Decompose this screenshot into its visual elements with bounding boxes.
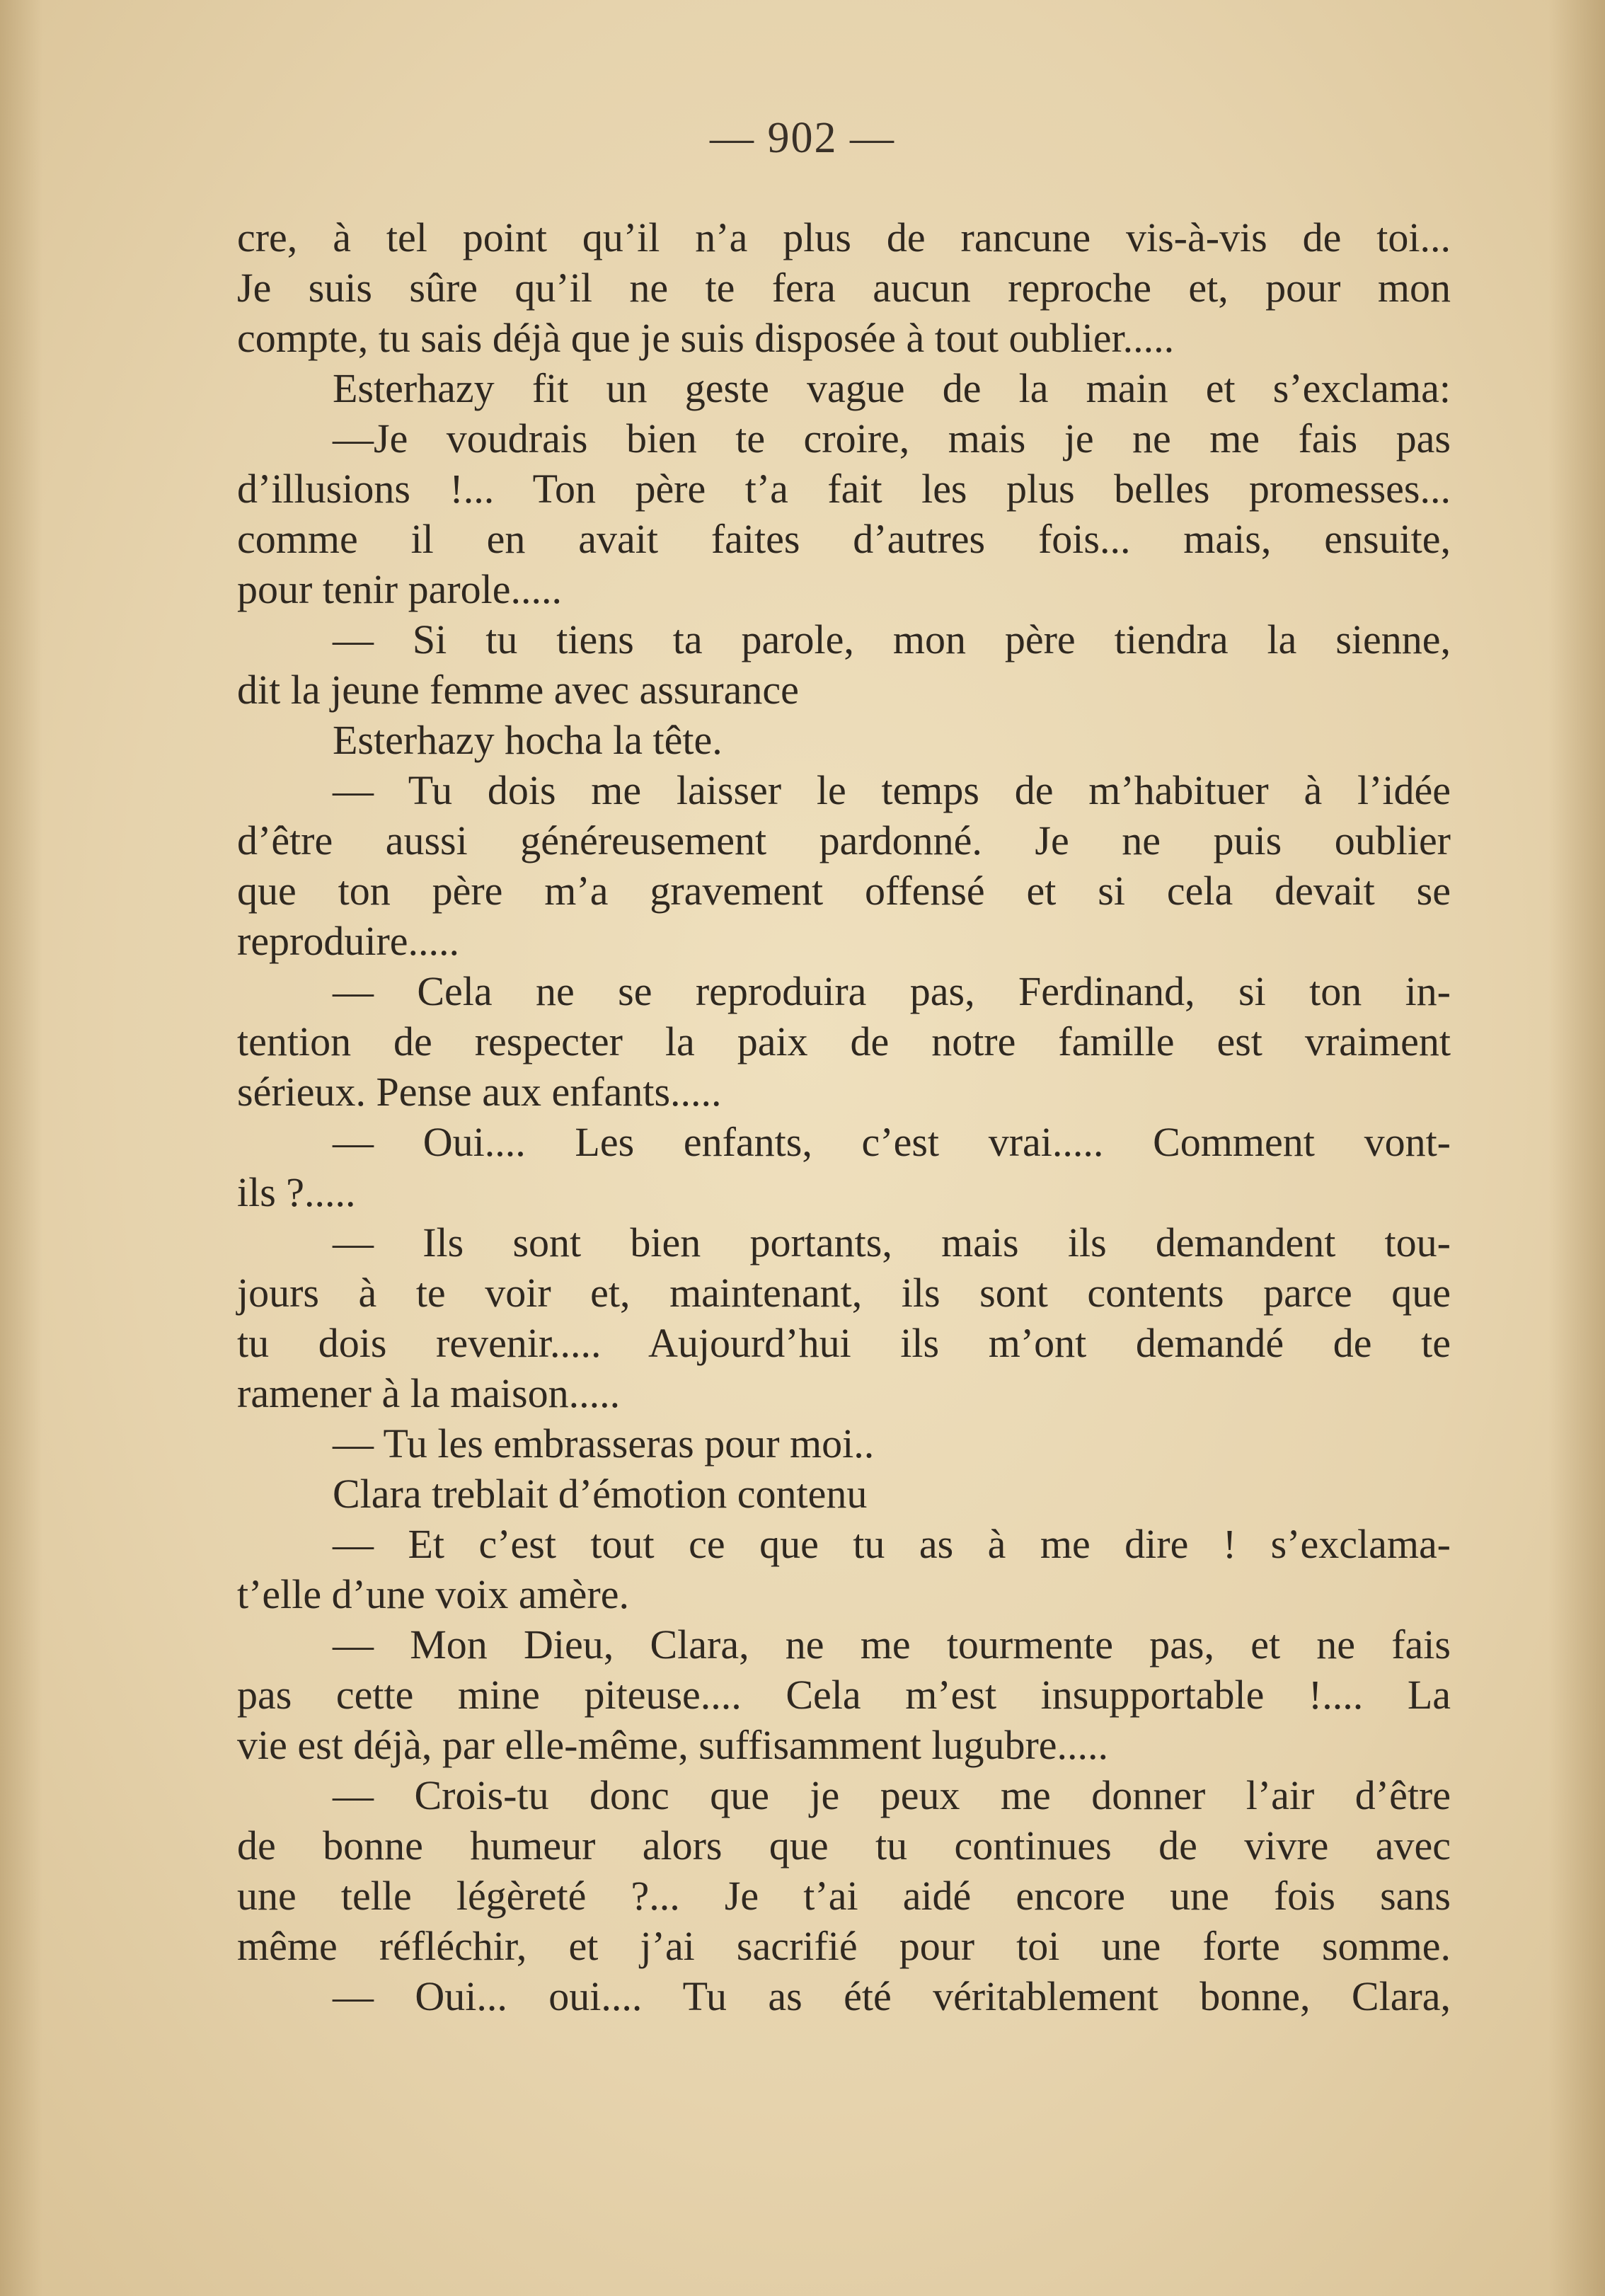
text-line: une telle légèreté ?... Je t’ai aidé encore une fois sans xyxy=(237,1873,1451,1919)
text-line: Clara treblait d’émotion contenu xyxy=(333,1471,868,1517)
page-number: — 902 — xyxy=(710,114,895,162)
text-line: — Oui.... Les enfants, c’est vrai..... Comment vont- xyxy=(333,1119,1451,1165)
text-line: pour tenir parole..... xyxy=(237,566,563,612)
text-line: comme il en avait faites d’autres fois... mais, ensuite, xyxy=(237,516,1451,562)
text-line: — Tu les embrasseras pour moi.. xyxy=(333,1420,875,1466)
text-line: Esterhazy fit un geste vague de la main et s’exclama: xyxy=(333,365,1451,411)
text-line: tu dois revenir..... Aujourd’hui ils m’ont demandé de te xyxy=(237,1320,1451,1366)
text-line: ramener à la maison..... xyxy=(237,1370,621,1416)
text-body xyxy=(237,212,1451,2021)
text-line: cre, à tel point qu’il n’a plus de rancune vis-à-vis de toi... xyxy=(237,214,1451,260)
text-line: — Et c’est tout ce que tu as à me dire ! s’exclama- xyxy=(333,1521,1451,1567)
text-line: — Tu dois me laisser le temps de m’habituer à l’idée xyxy=(333,767,1451,813)
text-line: tention de respecter la paix de notre famille est vraiment xyxy=(237,1018,1451,1064)
page-edge-shadow-left xyxy=(0,0,42,2296)
text-line: d’illusions !... Ton père t’a fait les plus belles promesses... xyxy=(237,466,1451,512)
page-edge-shadow-right xyxy=(1548,0,1605,2296)
text-line: dit la jeune femme avec assurance xyxy=(237,667,799,713)
text-line: — Oui... oui.... Tu as été véritablement bonne, Clara, xyxy=(333,1973,1451,2019)
text-line: jours à te voir et, maintenant, ils sont contents parce que xyxy=(237,1270,1451,1316)
text-line: pas cette mine piteuse.... Cela m’est insupportable !.... La xyxy=(237,1672,1451,1718)
text-line: — Crois-tu donc que je peux me donner l’air d’être xyxy=(333,1772,1451,1818)
text-line: t’elle d’une voix amère. xyxy=(237,1571,629,1617)
text-line: — Ils sont bien portants, mais ils demandent tou- xyxy=(333,1219,1451,1265)
text-line: de bonne humeur alors que tu continues de vivre avec xyxy=(237,1823,1451,1869)
text-line: — Si tu tiens ta parole, mon père tiendra la sienne, xyxy=(333,616,1451,662)
text-line: —Je voudrais bien te croire, mais je ne me fais pas xyxy=(333,415,1451,461)
text-line: — Cela ne se reproduira pas, Ferdinand, si ton in- xyxy=(333,968,1451,1014)
text-line: même réfléchir, et j’ai sacrifié pour toi une forte somme. xyxy=(237,1923,1451,1969)
text-line: sérieux. Pense aux enfants..... xyxy=(237,1069,722,1115)
text-line: d’être aussi généreusement pardonné. Je ne puis oublier xyxy=(237,817,1451,863)
text-line: reproduire..... xyxy=(237,918,460,964)
text-line: — Mon Dieu, Clara, ne me tourmente pas, et ne fais xyxy=(333,1621,1451,1668)
text-line: compte, tu sais déjà que je suis disposée à tout oublier..... xyxy=(237,315,1175,361)
text-line: que ton père m’a gravement offensé et si cela devait se xyxy=(237,868,1451,914)
text-line: Je suis sûre qu’il ne te fera aucun reproche et, pour mon xyxy=(237,265,1451,311)
text-line: Esterhazy hocha la tête. xyxy=(333,717,723,763)
text-line: ils ?..... xyxy=(237,1169,356,1215)
text-line: vie est déjà, par elle-même, suffisamment lugubre..... xyxy=(237,1722,1109,1768)
